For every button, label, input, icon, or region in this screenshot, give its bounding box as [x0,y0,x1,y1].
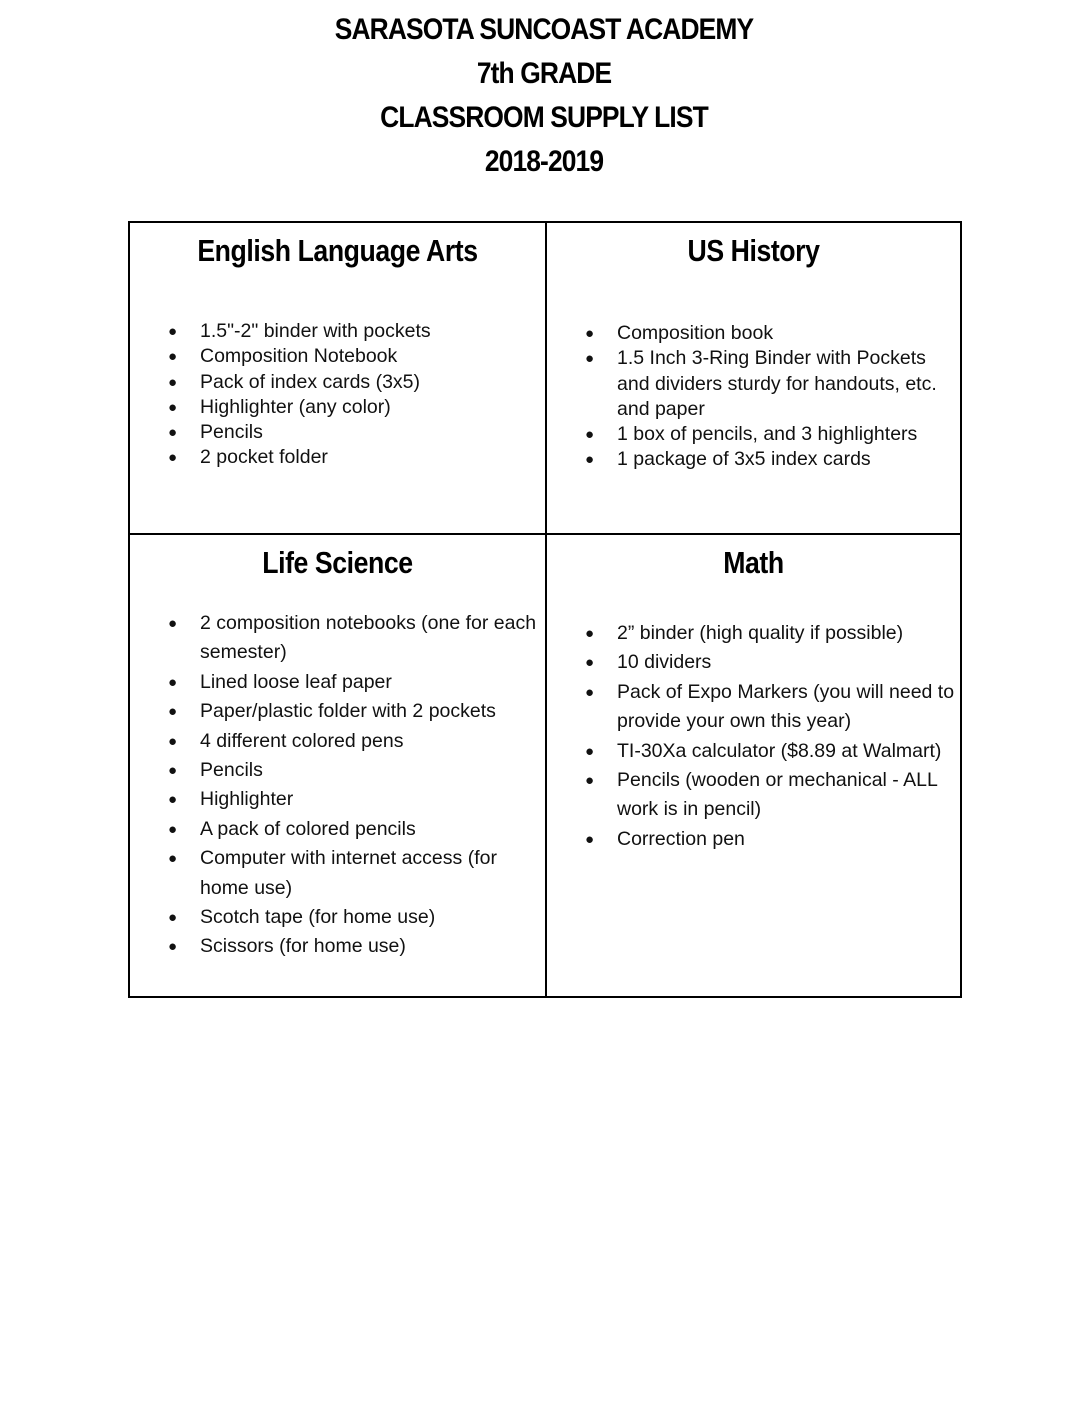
list-item: ● Scotch tape (for home use) [168,903,538,932]
list-item: ● Computer with internet access (for home use) [168,844,538,903]
list-item: ● Composition Notebook [168,344,518,369]
science-supply-list [168,609,538,962]
list-item: ● Correction pen [585,825,955,854]
list-item: ● Pack of index cards (3x5) [168,370,518,395]
list-item: ● Composition book [585,321,951,346]
math-title: Math [723,545,784,580]
list-title: CLASSROOM SUPPLY LIST [380,101,708,134]
list-item: ● Highlighter (any color) [168,395,518,420]
math-supply-list [585,619,955,854]
list-item: ● 2 composition notebooks (one for each semester) [168,609,538,668]
document-header [0,8,1088,184]
ela-title: English Language Arts [197,233,478,268]
list-item: ● A pack of colored pencils [168,815,538,844]
list-item: ● 1 box of pencils, and 3 highlighters [585,422,951,447]
list-item: ● 1 package of 3x5 index cards [585,447,951,472]
list-item: ● 1.5 Inch 3-Ring Binder with Pockets and dividers sturdy for handouts, etc. and paper [585,346,951,422]
grid-horizontal-divider [130,533,960,535]
list-item: ● 2” binder (high quality if possible) [585,619,955,648]
list-item: ● Pencils [168,420,518,445]
science-cell [130,543,545,993]
list-item: ● Scissors (for home use) [168,932,538,961]
list-item: ● Pencils (wooden or mechanical - ALL work is in pencil) [585,766,955,825]
school-name: SARASOTA SUNCOAST ACADEMY [334,13,754,46]
list-item: ● Pack of Expo Markers (you will need to provide your own this year) [585,678,955,737]
history-cell [547,231,960,531]
list-item: ● Lined loose leaf paper [168,668,538,697]
history-supply-list [585,321,951,473]
ela-supply-list [168,319,518,471]
list-item: ● 10 dividers [585,648,955,677]
supply-grid [128,221,962,998]
list-item: ● TI-30Xa calculator ($8.89 at Walmart) [585,737,955,766]
ela-cell [130,231,545,531]
list-item: ● 4 different colored pens [168,727,538,756]
list-item: ● Paper/plastic folder with 2 pockets [168,697,538,726]
school-year: 2018-2019 [484,145,604,178]
history-title: US History [687,233,820,268]
list-item: ● Pencils [168,756,538,785]
list-item: ● 1.5"-2" binder with pockets [168,319,518,344]
math-cell [547,543,960,993]
grade-level: 7th GRADE [476,57,612,90]
list-item: ● 2 pocket folder [168,445,518,470]
science-title: Life Science [262,545,413,580]
list-item: ● Highlighter [168,785,538,814]
